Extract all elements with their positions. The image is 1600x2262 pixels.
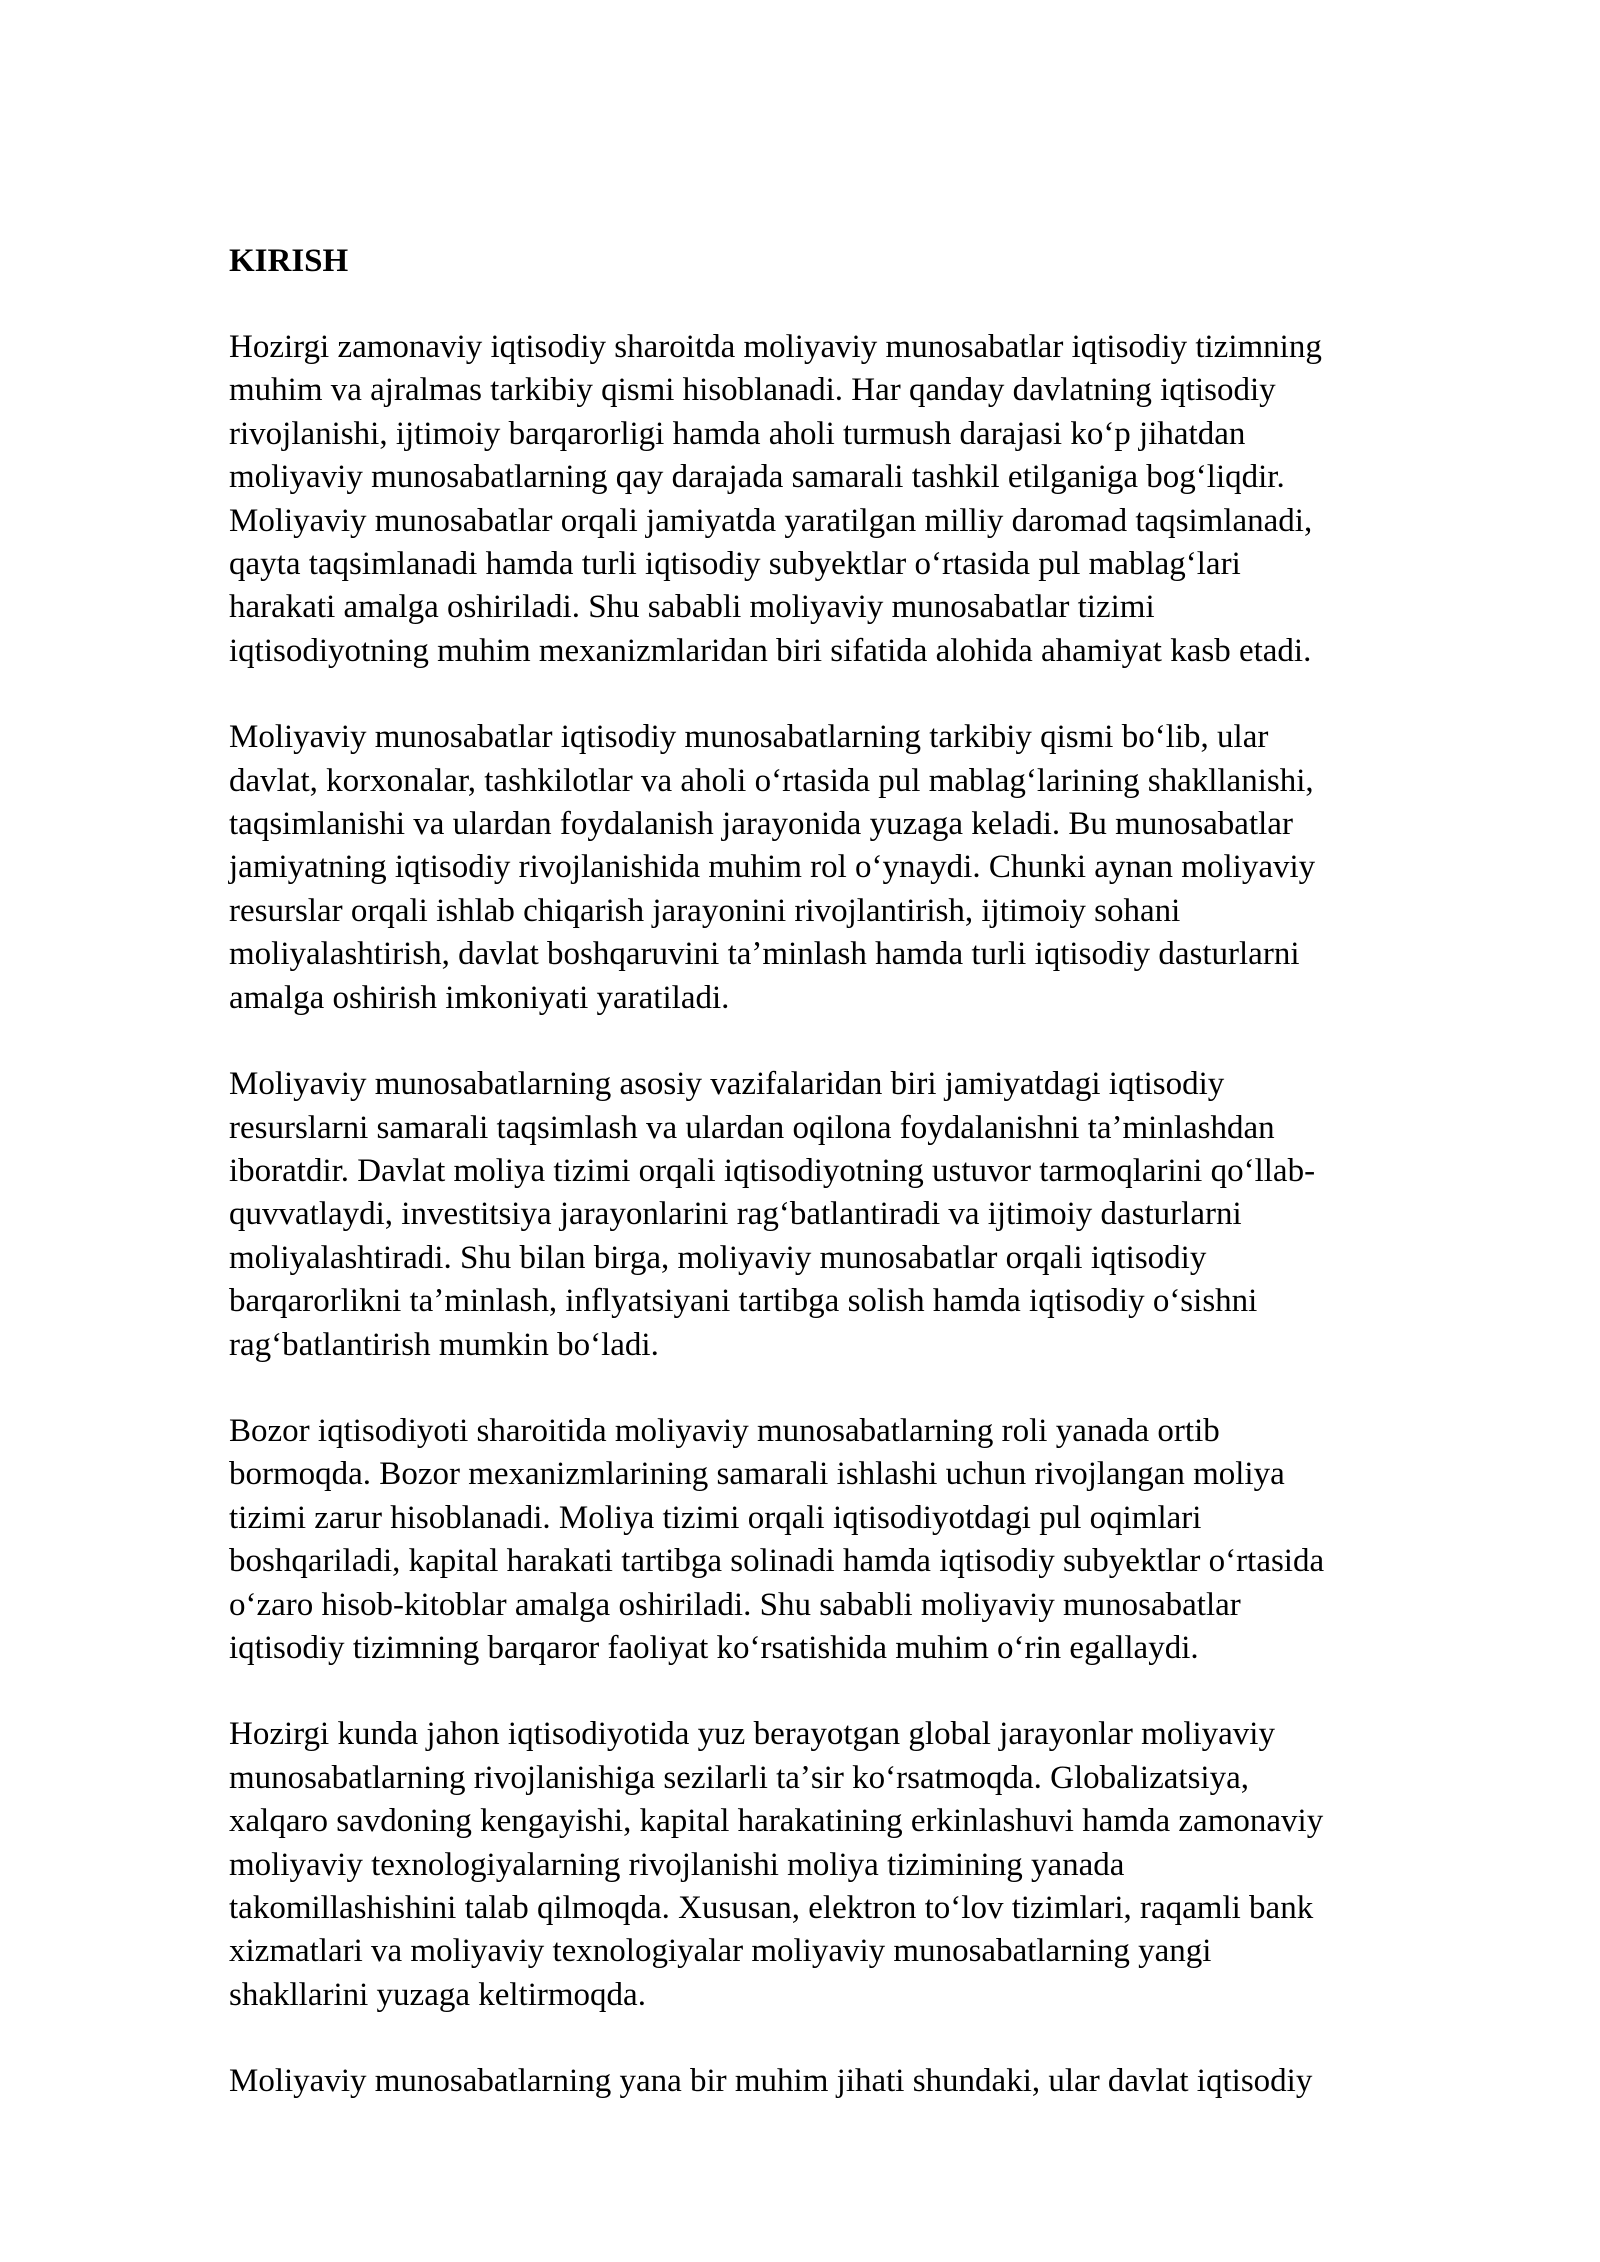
text-line: quvvatlaydi, investitsiya jarayonlarini ragʻbatlantiradi va ijtimoiy dasturlarni [229, 1196, 1242, 1233]
paragraph [229, 2060, 1484, 2103]
text-line: bormoqda. Bozor mexanizmlarining samarali ishlashi uchun rivojlangan moliya [229, 1456, 1285, 1493]
section-heading: KIRISH [229, 243, 349, 279]
text-line: jamiyatning iqtisodiy rivojlanishida muhim rol oʻynaydi. Chunki aynan moliyaviy [229, 849, 1316, 886]
text-line: Moliyaviy munosabatlarning asosiy vazifalaridan biri jamiyatdagi iqtisodiy [229, 1066, 1225, 1103]
text-line: taqsimlanishi va ulardan foydalanish jarayonida yuzaga keladi. Bu munosabatlar [229, 806, 1293, 843]
text-line: moliyaviy texnologiyalarning rivojlanishi moliya tizimining yanada [229, 1846, 1125, 1883]
text-line: moliyalashtirish, davlat boshqaruvini taʼminlash hamda turli iqtisodiy dasturlarni [229, 936, 1300, 973]
document-body [229, 240, 1484, 2104]
text-line: xalqaro savdoning kengayishi, kapital harakatining erkinlashuvi hamda zamonaviy [229, 1803, 1324, 1840]
text-line: oʻzaro hisob-kitoblar amalga oshiriladi. Shu sababli moliyaviy munosabatlar [229, 1586, 1241, 1623]
text-line: amalga oshirish imkoniyati yaratiladi. [229, 979, 730, 1016]
text-line: Bozor iqtisodiyoti sharoitida moliyaviy munosabatlarning roli yanada ortib [229, 1412, 1220, 1449]
text-line: iqtisodiy tizimning barqaror faoliyat koʻrsatishida muhim oʻrin egallaydi. [229, 1629, 1199, 1666]
text-line: boshqariladi, kapital harakati tartibga solinadi hamda iqtisodiy subyektlar oʻrtasida [229, 1543, 1325, 1580]
text-line: shakllarini yuzaga keltirmoqda. [229, 1976, 646, 2013]
paragraph [229, 716, 1484, 1020]
text-line: harakati amalga oshiriladi. Shu sababli moliyaviy munosabatlar tizimi [229, 589, 1155, 626]
text-line: munosabatlarning rivojlanishiga sezilarli taʼsir koʻrsatmoqda. Globalizatsiya, [229, 1759, 1249, 1796]
text-line: iboratdir. Davlat moliya tizimi orqali iqtisodiyotning ustuvor tarmoqlarini qoʻllab- [229, 1152, 1316, 1189]
text-line: rivojlanishi, ijtimoiy barqarorligi hamda aholi turmush darajasi koʻp jihatdan [229, 415, 1246, 452]
text-line: Moliyaviy munosabatlar orqali jamiyatda yaratilgan milliy daromad taqsimlanadi, [229, 502, 1313, 539]
text-line: davlat, korxonalar, tashkilotlar va aholi oʻrtasida pul mablagʻlarining shakllanishi, [229, 762, 1314, 799]
paragraph [229, 1063, 1484, 1367]
text-line: takomillashishini talab qilmoqda. Xususan, elektron toʻlov tizimlari, raqamli bank [229, 1890, 1314, 1926]
text-line: tizimi zarur hisoblanadi. Moliya tizimi orqali iqtisodiyotdagi pul oqimlari [229, 1499, 1202, 1536]
text-line: barqarorlikni taʼminlash, inflyatsiyani tartibga solish hamda iqtisodiy oʻsishni [229, 1283, 1258, 1320]
text-line: qayta taqsimlanadi hamda turli iqtisodiy subyektlar oʻrtasida pul mablagʻlari [229, 546, 1241, 583]
text-line: moliyaviy munosabatlarning qay darajada samarali tashkil etilganiga bogʻliqdir. [229, 459, 1285, 496]
text-line: resurslar orqali ishlab chiqarish jarayonini rivojlantirish, ijtimoiy sohani [229, 892, 1181, 929]
paragraph [229, 1713, 1484, 2017]
paragraph [229, 1410, 1484, 1670]
paragraph [229, 326, 1484, 673]
text-line: xizmatlari va moliyaviy texnologiyalar moliyaviy munosabatlarning yangi [229, 1933, 1212, 1970]
text-line: muhim va ajralmas tarkibiy qismi hisoblanadi. Har qanday davlatning iqtisodiy [229, 372, 1276, 409]
text-line: moliyalashtiradi. Shu bilan birga, moliyaviy munosabatlar orqali iqtisodiy [229, 1239, 1207, 1276]
text-line: Hozirgi zamonaviy iqtisodiy sharoitda moliyaviy munosabatlar iqtisodiy tizimning [229, 329, 1322, 365]
text-line: Moliyaviy munosabatlar iqtisodiy munosabatlarning tarkibiy qismi boʻlib, ular [229, 719, 1269, 756]
text-line: iqtisodiyotning muhim mexanizmlaridan biri sifatida alohida ahamiyat kasb etadi. [229, 632, 1312, 669]
text-line: resurslarni samarali taqsimlash va ulardan oqilona foydalanishni taʼminlashdan [229, 1109, 1275, 1146]
text-line: Hozirgi kunda jahon iqtisodiyotida yuz berayotgan global jarayonlar moliyaviy [229, 1716, 1275, 1753]
text-line: ragʻbatlantirish mumkin boʻladi. [229, 1326, 659, 1363]
text-line: Moliyaviy munosabatlarning yana bir muhim jihati shundaki, ular davlat iqtisodiy [229, 2063, 1313, 2100]
paragraph-container [229, 326, 1484, 2104]
